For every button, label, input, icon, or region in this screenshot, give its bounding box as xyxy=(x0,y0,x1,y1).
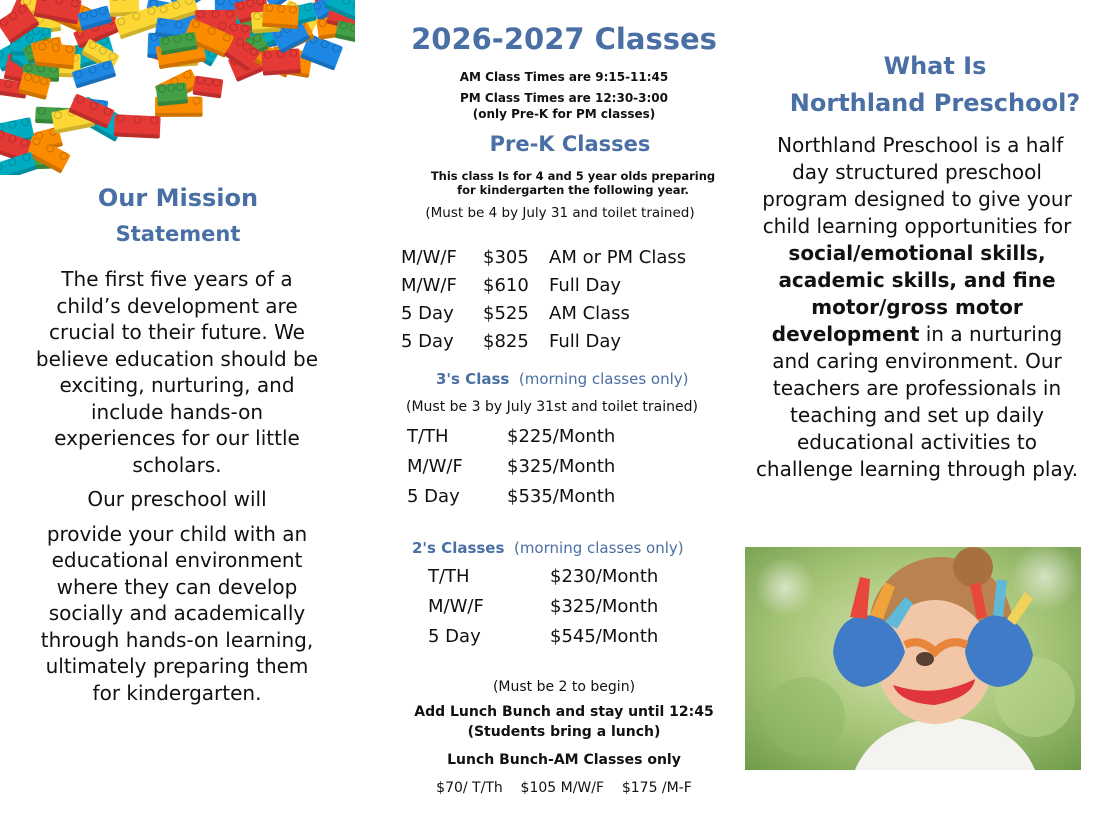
price-cell: $825 xyxy=(483,331,529,352)
twos-title: 2's Classes xyxy=(412,539,505,557)
mission-body xyxy=(34,266,320,706)
days-cell: 5 Day xyxy=(401,331,454,352)
twos-note: (morning classes only) xyxy=(513,539,684,557)
days-cell: 5 Day xyxy=(401,303,454,324)
pm-class-times: PM Class Times are 12:30-3:00 xyxy=(459,91,668,105)
about-body-bold: social/emotional skills, academic skills, and fine motor/gross motor development xyxy=(771,241,1056,346)
threes-note: (morning classes only) xyxy=(518,370,689,388)
table-row xyxy=(428,566,658,596)
about-body-end: in a nurturing and caring environment. Our teachers are professionals in teaching and set up daily educational activities to challenge learning through play. xyxy=(755,322,1079,481)
am-class-times: AM Class Times are 9:15-11:45 xyxy=(459,70,669,84)
table-row xyxy=(401,247,686,275)
about-body xyxy=(750,132,1084,483)
price-cell: $535/Month xyxy=(507,486,616,507)
lunch-bunch-am-only: Lunch Bunch-AM Classes only xyxy=(447,752,681,768)
price-cell: $610 xyxy=(483,275,529,296)
type-cell: Full Day xyxy=(549,275,622,296)
classes-title: 2026-2027 Classes xyxy=(411,22,717,56)
prek-description: This class Is for 4 and 5 year olds preparing for kindergarten the following year. xyxy=(430,169,716,197)
days-cell: M/W/F xyxy=(407,456,463,477)
about-body-start: Northland Preschool is a half day structured preschool program designed to give your child learning opportunities for xyxy=(762,133,1072,238)
type-cell: AM or PM Class xyxy=(549,247,687,268)
table-row xyxy=(401,331,686,359)
about-title-line-1: What Is xyxy=(883,52,987,80)
price-cell: $305 xyxy=(483,247,529,268)
prek-title: Pre-K Classes xyxy=(489,132,651,156)
days-cell: M/W/F xyxy=(401,275,457,296)
twos-requirement: (Must be 2 to begin) xyxy=(492,679,636,695)
threes-title: 3's Class xyxy=(436,370,510,388)
price-cell: $525 xyxy=(483,303,529,324)
mission-paragraph-3: provide your child with an educational environment where they can develop socially and academically through hands-on learning, ultimately preparing them for kindergarten. xyxy=(40,521,314,705)
lunch-bunch-line-2: (Students bring a lunch) xyxy=(467,724,661,740)
threes-requirement: (Must be 3 by July 31st and toilet trained) xyxy=(406,399,698,415)
table-row xyxy=(428,626,658,656)
type-cell: AM Class xyxy=(549,303,630,324)
twos-heading xyxy=(412,539,684,557)
table-row xyxy=(407,456,615,486)
lunch-bunch-line-1: Add Lunch Bunch and stay until 12:45 xyxy=(414,704,714,720)
about-title xyxy=(750,48,1104,122)
table-row xyxy=(401,275,686,303)
pm-class-note: (only Pre-K for PM classes) xyxy=(472,107,656,121)
days-cell: T/TH xyxy=(428,566,470,587)
price-cell: $325/Month xyxy=(507,456,616,477)
threes-price-table xyxy=(407,426,615,516)
mission-title: Our Mission xyxy=(97,184,259,212)
table-row xyxy=(407,486,615,516)
prek-requirement: (Must be 4 by July 31 and toilet trained) xyxy=(425,205,695,221)
price-cell: $225/Month xyxy=(507,426,616,447)
days-cell: M/W/F xyxy=(428,596,484,617)
lunch-bunch-prices: $70/ T/Th $105 M/W/F $175 /M-F xyxy=(436,780,692,796)
price-cell: $325/Month xyxy=(550,596,659,617)
mission-paragraph-2: Our preschool will xyxy=(87,487,267,511)
child-painted-heart-hands-photo xyxy=(745,547,1081,770)
days-cell: 5 Day xyxy=(428,626,481,647)
price-cell: $545/Month xyxy=(550,626,659,647)
threes-heading xyxy=(436,370,689,388)
days-cell: T/TH xyxy=(407,426,449,447)
lego-bricks-photo xyxy=(0,0,355,175)
price-cell: $230/Month xyxy=(550,566,659,587)
mission-paragraph-1: The first five years of a child’s development are crucial to their future. We believe education should be exciting, nurturing, and include hands-on experiences for our little scholars. xyxy=(35,267,319,477)
table-row xyxy=(401,303,686,331)
prek-price-table xyxy=(401,247,686,359)
table-row xyxy=(428,596,658,626)
table-row xyxy=(407,426,615,456)
twos-price-table xyxy=(428,566,658,656)
about-title-line-2: Northland Preschool? xyxy=(789,89,1081,117)
days-cell: M/W/F xyxy=(401,247,457,268)
mission-subtitle: Statement xyxy=(115,222,241,246)
lunch-bunch-add xyxy=(380,702,748,742)
type-cell: Full Day xyxy=(549,331,622,352)
days-cell: 5 Day xyxy=(407,486,460,507)
